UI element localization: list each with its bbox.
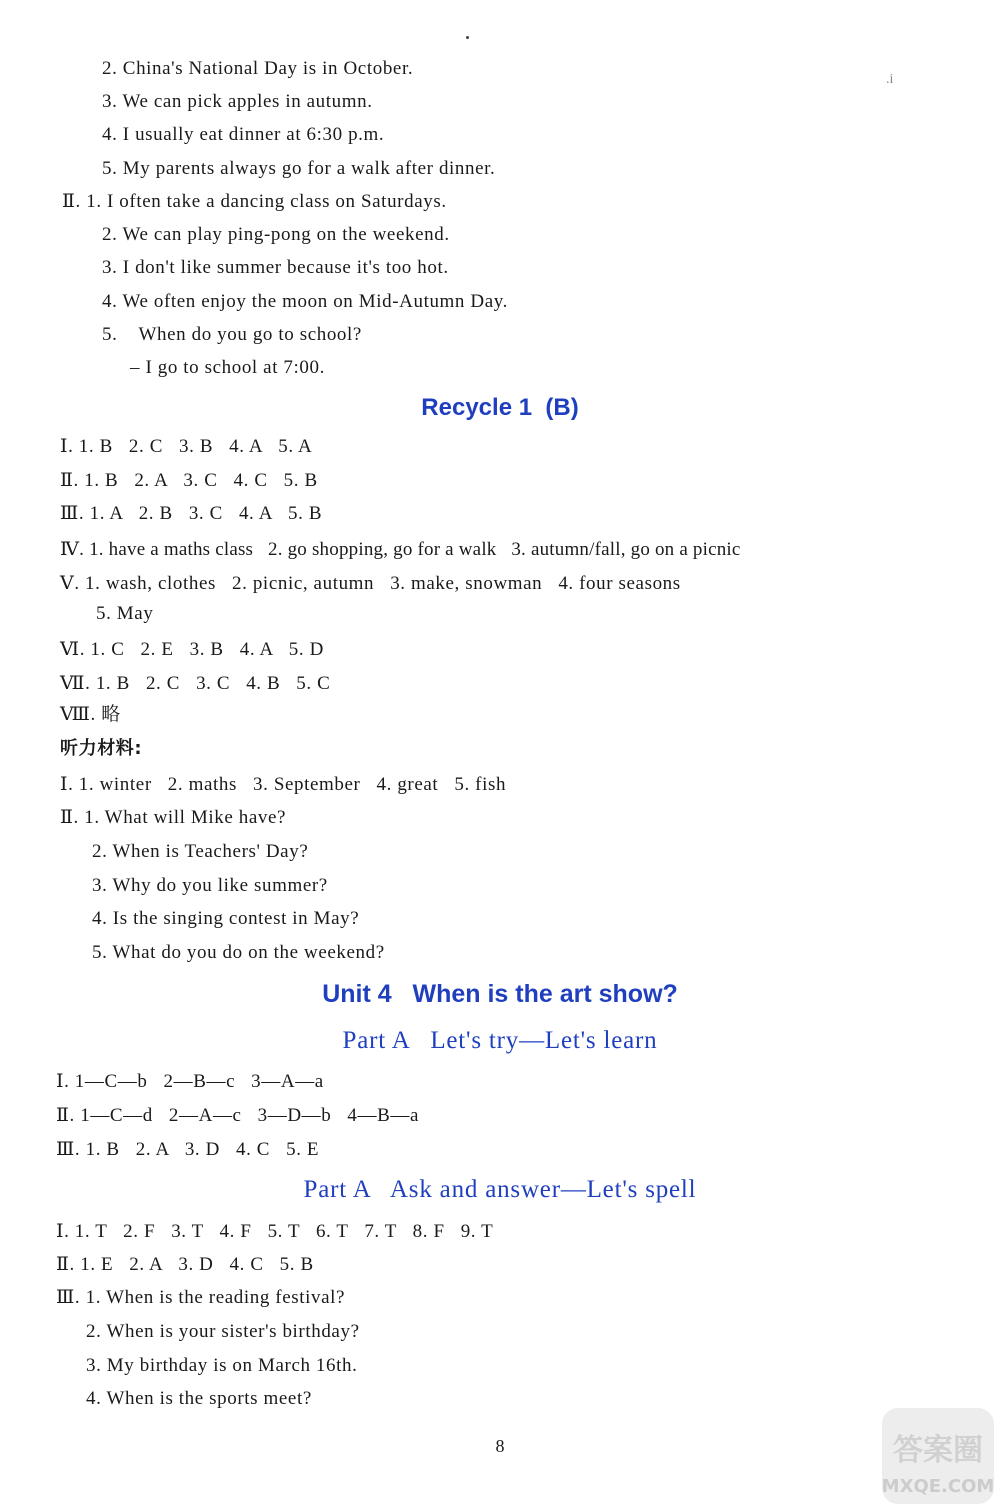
answer-line: 4. Is the singing contest in May? xyxy=(92,908,360,929)
answer-line: Ⅲ. 1. When is the reading festival? xyxy=(56,1287,346,1308)
answer-line: 3. My birthday is on March 16th. xyxy=(86,1355,358,1376)
answer-line: Ⅷ. 略 xyxy=(60,704,121,725)
page-number: 8 xyxy=(495,1436,505,1456)
svg-text:MXQE.COM: MXQE.COM xyxy=(881,1476,995,1497)
answer-line: Ⅲ. 1. B 2. A 3. D 4. C 5. E xyxy=(56,1139,320,1160)
answer-line: Ⅰ. 1—C—b 2—B—c 3—A—a xyxy=(56,1071,324,1092)
answer-line: Ⅱ. 1. E 2. A 3. D 4. C 5. B xyxy=(56,1254,314,1275)
scan-dot xyxy=(466,36,469,39)
answer-line: Ⅰ. 1. B 2. C 3. B 4. A 5. A xyxy=(60,436,313,457)
answer-line: 3. I don't like summer because it's too hot. xyxy=(102,257,449,278)
answer-line: 3. Why do you like summer? xyxy=(92,875,328,896)
answer-line: Ⅱ. 1—C—d 2—A—c 3—D—b 4—B—a xyxy=(56,1105,420,1126)
answer-line: 4. We often enjoy the moon on Mid-Autumn Day. xyxy=(102,291,508,312)
answer-line: 4. I usually eat dinner at 6:30 p.m. xyxy=(102,124,385,145)
answer-line: 2. China's National Day is in October. xyxy=(102,58,414,79)
answer-line: 4. When is the sports meet? xyxy=(86,1388,312,1409)
answer-line: Ⅰ. 1. T 2. F 3. T 4. F 5. T 6. T 7. T 8. F 9. T xyxy=(56,1221,494,1242)
unit-heading: Unit 4 When is the art show? xyxy=(322,980,678,1008)
answer-line: Ⅱ. 1. B 2. A 3. C 4. C 5. B xyxy=(60,470,318,491)
answer-line: 3. We can pick apples in autumn. xyxy=(102,91,373,112)
answer-line: Ⅱ. 1. I often take a dancing class on Saturdays. xyxy=(62,191,447,212)
answer-line: Ⅴ. 1. wash, clothes 2. picnic, autumn 3. make, snowman 4. four seasons xyxy=(60,573,681,594)
answer-line: 5. My parents always go for a walk after dinner. xyxy=(102,158,496,179)
listening-label: 听力材料: xyxy=(60,738,143,759)
answer-line: Ⅱ. 1. What will Mike have? xyxy=(60,807,287,828)
answer-line: 5. May xyxy=(96,603,154,624)
answer-line: – I go to school at 7:00. xyxy=(130,357,325,378)
corner-mark: .i xyxy=(886,72,894,87)
answer-line: Ⅶ. 1. B 2. C 3. C 4. B 5. C xyxy=(60,673,331,694)
answer-line: 5. What do you do on the weekend? xyxy=(92,942,385,963)
part-heading-1: Part A Let's try—Let's learn xyxy=(342,1027,658,1054)
answer-line: Ⅲ. 1. A 2. B 3. C 4. A 5. B xyxy=(60,503,323,524)
answer-line: 2. We can play ping-pong on the weekend. xyxy=(102,224,450,245)
answer-line: 2. When is Teachers' Day? xyxy=(92,841,309,862)
answer-line: 2. When is your sister's birthday? xyxy=(86,1321,360,1342)
answer-line: Ⅳ. 1. have a maths class 2. go shopping, go for a walk 3. autumn/fall, go on a picnic xyxy=(60,539,741,560)
watermark-logo xyxy=(880,1404,996,1508)
answer-line: Ⅵ. 1. C 2. E 3. B 4. A 5. D xyxy=(60,639,324,660)
svg-text:答案圈: 答案圈 xyxy=(893,1433,983,1468)
section-heading-recycle: Recycle 1 (B) xyxy=(421,394,579,421)
part-heading-2: Part A Ask and answer—Let's spell xyxy=(303,1176,697,1203)
answer-line: Ⅰ. 1. winter 2. maths 3. September 4. great 5. fish xyxy=(60,774,507,795)
answer-line: 5. When do you go to school? xyxy=(102,324,362,345)
